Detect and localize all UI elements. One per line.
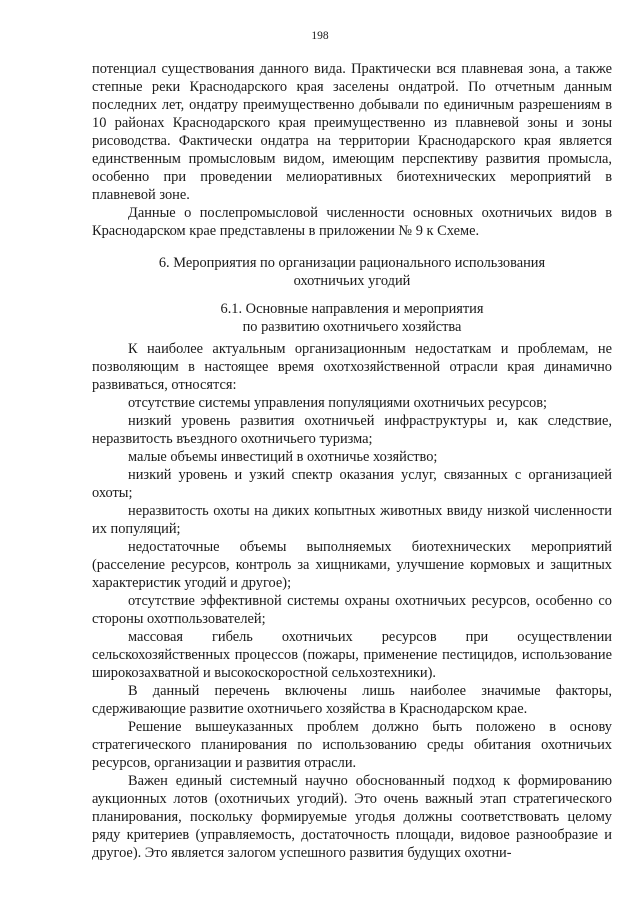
- section-heading-line: 6. Мероприятия по организации рационального использования: [158, 255, 546, 271]
- list-item: массовая гибель охотничьих ресурсов при осуществлении сельскохозяйственных процессов (пожары, применение пестицидов, использование широкозахватной и высокоскоростной сельхозтехники).: [92, 629, 612, 681]
- body-paragraph: Важен единый системный научно обоснованный подход к формированию аукционных лотов (охотничьих угодий). Это очень важный этап стратегического планирования, поскольку формируемые угодья должны соответствовать целому ряду критериев (управляемость, достаточность площади, видовое разнообразие и другое). Это является залогом успешного развития будущих охотни-: [92, 773, 612, 861]
- section-heading: [92, 254, 612, 290]
- subsection-heading-line: 6.1. Основные направления и мероприятия: [220, 301, 484, 317]
- list-item: малые объемы инвестиций в охотничье хозяйство;: [128, 449, 438, 465]
- page-content: [92, 60, 612, 862]
- subsection-heading: [92, 300, 612, 336]
- body-paragraph: В данный перечень включены лишь наиболее значимые факторы, сдерживающие развитие охотничьего хозяйства в Краснодарском крае.: [92, 683, 612, 717]
- list-item: низкий уровень развития охотничьей инфраструктуры и, как следствие, неразвитость въездного охотничьего туризма;: [92, 413, 612, 447]
- list-item: неразвитость охоты на диких копытных животных ввиду низкой численности их популяций;: [92, 503, 612, 537]
- body-paragraph: потенциал существования данного вида. Практически вся плавневая зона, а также степные реки Краснодарского края заселены ондатрой. По отчетным данным последних лет, ондатру преимущественно добывали по единичным разрешениям в 10 районах Краснодарского края преимущественно из плавневой зоны и зоны рисоводства. Фактически ондатра на территории Краснодарского края является единственным промысловым видом, имеющим перспективу развития промысла, особенно при проведении мелиоративных биотехнических мероприятий в плавневой зоне.: [92, 61, 612, 203]
- list-item: отсутствие эффективной системы охраны охотничьих ресурсов, особенно со стороны охотпользователей;: [92, 593, 612, 627]
- body-paragraph: Данные о послепромысловой численности основных охотничьих видов в Краснодарском крае представлены в приложении № 9 к Схеме.: [92, 205, 612, 239]
- list-item: отсутствие системы управления популяциями охотничьих ресурсов;: [128, 395, 548, 411]
- section-heading-line: охотничьих угодий: [293, 273, 411, 289]
- subsection-heading-line: по развитию охотничьего хозяйства: [242, 319, 462, 335]
- intro-paragraph: К наиболее актуальным организационным недостаткам и проблемам, не позволяющим в настоящее время охотхозяйственной отрасли края динамично развиваться, относятся:: [92, 341, 612, 393]
- list-item: низкий уровень и узкий спектр оказания услуг, связанных с организацией охоты;: [92, 467, 612, 501]
- page-number: 198: [311, 30, 329, 42]
- body-paragraph: Решение вышеуказанных проблем должно быть положено в основу стратегического планирования по использованию среды обитания охотничьих ресурсов, организации и развития отрасли.: [92, 719, 612, 771]
- list-item: недостаточные объемы выполняемых биотехнических мероприятий (расселение ресурсов, контроль за хищниками, улучшение кормовых и защитных характеристик угодий и другое);: [92, 539, 612, 591]
- problem-list: [92, 394, 612, 682]
